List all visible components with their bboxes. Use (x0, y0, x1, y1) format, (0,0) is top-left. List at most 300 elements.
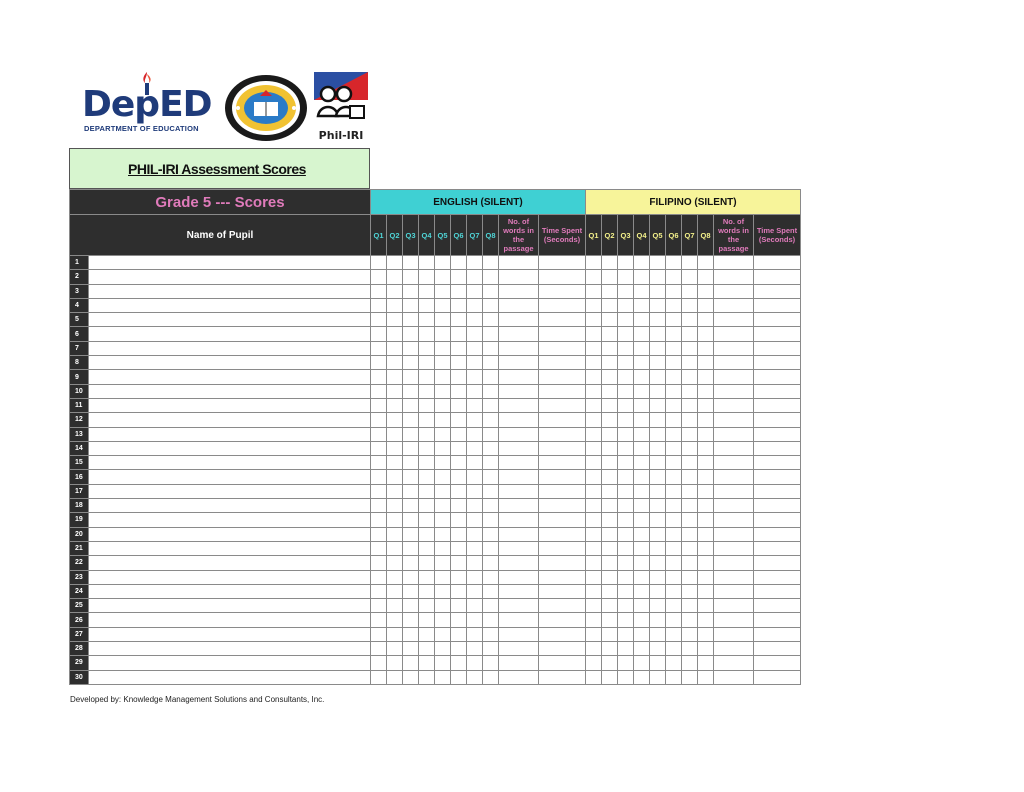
score-cell[interactable] (539, 441, 586, 455)
score-cell[interactable] (467, 284, 483, 298)
score-cell[interactable] (435, 313, 451, 327)
score-cell[interactable] (650, 470, 666, 484)
score-cell[interactable] (467, 656, 483, 670)
score-cell[interactable] (634, 298, 650, 312)
score-cell[interactable] (419, 427, 435, 441)
score-cell[interactable] (602, 527, 618, 541)
score-cell[interactable] (754, 256, 801, 270)
score-cell[interactable] (371, 413, 387, 427)
score-cell[interactable] (467, 298, 483, 312)
score-cell[interactable] (419, 313, 435, 327)
score-cell[interactable] (602, 541, 618, 555)
score-cell[interactable] (435, 413, 451, 427)
score-cell[interactable] (666, 613, 682, 627)
score-cell[interactable] (602, 499, 618, 513)
score-cell[interactable] (419, 256, 435, 270)
score-cell[interactable] (483, 384, 499, 398)
score-cell[interactable] (698, 284, 714, 298)
score-cell[interactable] (371, 370, 387, 384)
pupil-name-cell[interactable] (89, 499, 371, 513)
score-cell[interactable] (586, 456, 602, 470)
score-cell[interactable] (634, 513, 650, 527)
score-cell[interactable] (403, 427, 419, 441)
score-cell[interactable] (754, 499, 801, 513)
score-cell[interactable] (602, 384, 618, 398)
score-cell[interactable] (403, 298, 419, 312)
pupil-name-cell[interactable] (89, 627, 371, 641)
score-cell[interactable] (714, 670, 754, 684)
score-cell[interactable] (419, 456, 435, 470)
score-cell[interactable] (754, 356, 801, 370)
score-cell[interactable] (602, 570, 618, 584)
score-cell[interactable] (682, 284, 698, 298)
score-cell[interactable] (682, 613, 698, 627)
score-cell[interactable] (650, 613, 666, 627)
pupil-name-cell[interactable] (89, 256, 371, 270)
score-cell[interactable] (698, 499, 714, 513)
score-cell[interactable] (387, 556, 403, 570)
score-cell[interactable] (586, 398, 602, 412)
score-cell[interactable] (586, 370, 602, 384)
score-cell[interactable] (451, 470, 467, 484)
score-cell[interactable] (467, 584, 483, 598)
score-cell[interactable] (682, 642, 698, 656)
score-cell[interactable] (682, 327, 698, 341)
score-cell[interactable] (387, 441, 403, 455)
score-cell[interactable] (586, 670, 602, 684)
score-cell[interactable] (618, 584, 634, 598)
score-cell[interactable] (602, 584, 618, 598)
score-cell[interactable] (618, 370, 634, 384)
score-cell[interactable] (586, 413, 602, 427)
score-cell[interactable] (499, 556, 539, 570)
score-cell[interactable] (650, 327, 666, 341)
score-cell[interactable] (602, 456, 618, 470)
score-cell[interactable] (682, 384, 698, 398)
score-cell[interactable] (586, 556, 602, 570)
score-cell[interactable] (666, 413, 682, 427)
score-cell[interactable] (387, 656, 403, 670)
score-cell[interactable] (499, 327, 539, 341)
score-cell[interactable] (682, 313, 698, 327)
score-cell[interactable] (387, 270, 403, 284)
score-cell[interactable] (403, 384, 419, 398)
score-cell[interactable] (483, 584, 499, 598)
score-cell[interactable] (650, 541, 666, 555)
score-cell[interactable] (539, 570, 586, 584)
score-cell[interactable] (451, 599, 467, 613)
score-cell[interactable] (499, 427, 539, 441)
score-cell[interactable] (499, 470, 539, 484)
score-cell[interactable] (539, 298, 586, 312)
score-cell[interactable] (435, 570, 451, 584)
score-cell[interactable] (467, 499, 483, 513)
score-cell[interactable] (666, 456, 682, 470)
pupil-name-cell[interactable] (89, 441, 371, 455)
score-cell[interactable] (499, 413, 539, 427)
score-cell[interactable] (714, 327, 754, 341)
score-cell[interactable] (467, 270, 483, 284)
score-cell[interactable] (698, 613, 714, 627)
score-cell[interactable] (682, 541, 698, 555)
score-cell[interactable] (650, 599, 666, 613)
score-cell[interactable] (539, 456, 586, 470)
score-cell[interactable] (714, 413, 754, 427)
score-cell[interactable] (499, 584, 539, 598)
score-cell[interactable] (499, 441, 539, 455)
score-cell[interactable] (618, 398, 634, 412)
score-cell[interactable] (435, 256, 451, 270)
score-cell[interactable] (714, 499, 754, 513)
score-cell[interactable] (682, 656, 698, 670)
score-cell[interactable] (754, 541, 801, 555)
score-cell[interactable] (618, 384, 634, 398)
score-cell[interactable] (682, 398, 698, 412)
score-cell[interactable] (754, 513, 801, 527)
score-cell[interactable] (618, 441, 634, 455)
score-cell[interactable] (682, 298, 698, 312)
score-cell[interactable] (371, 556, 387, 570)
score-cell[interactable] (499, 541, 539, 555)
score-cell[interactable] (403, 556, 419, 570)
score-cell[interactable] (539, 556, 586, 570)
score-cell[interactable] (467, 398, 483, 412)
score-cell[interactable] (586, 327, 602, 341)
score-cell[interactable] (435, 599, 451, 613)
score-cell[interactable] (371, 499, 387, 513)
score-cell[interactable] (698, 599, 714, 613)
score-cell[interactable] (539, 313, 586, 327)
score-cell[interactable] (682, 570, 698, 584)
score-cell[interactable] (754, 656, 801, 670)
score-cell[interactable] (754, 441, 801, 455)
score-cell[interactable] (698, 298, 714, 312)
score-cell[interactable] (618, 642, 634, 656)
score-cell[interactable] (403, 327, 419, 341)
score-cell[interactable] (698, 584, 714, 598)
score-cell[interactable] (435, 456, 451, 470)
pupil-name-cell[interactable] (89, 541, 371, 555)
score-cell[interactable] (483, 670, 499, 684)
score-cell[interactable] (387, 470, 403, 484)
score-cell[interactable] (666, 642, 682, 656)
score-cell[interactable] (403, 499, 419, 513)
score-cell[interactable] (602, 413, 618, 427)
score-cell[interactable] (586, 584, 602, 598)
score-cell[interactable] (682, 599, 698, 613)
score-cell[interactable] (754, 527, 801, 541)
score-cell[interactable] (586, 656, 602, 670)
score-cell[interactable] (602, 256, 618, 270)
score-cell[interactable] (682, 356, 698, 370)
score-cell[interactable] (602, 341, 618, 355)
score-cell[interactable] (539, 670, 586, 684)
score-cell[interactable] (403, 584, 419, 598)
score-cell[interactable] (435, 398, 451, 412)
score-cell[interactable] (586, 284, 602, 298)
score-cell[interactable] (483, 327, 499, 341)
score-cell[interactable] (714, 470, 754, 484)
score-cell[interactable] (419, 413, 435, 427)
score-cell[interactable] (403, 570, 419, 584)
score-cell[interactable] (666, 313, 682, 327)
score-cell[interactable] (451, 670, 467, 684)
score-cell[interactable] (451, 513, 467, 527)
pupil-name-cell[interactable] (89, 513, 371, 527)
score-cell[interactable] (754, 484, 801, 498)
pupil-name-cell[interactable] (89, 570, 371, 584)
score-cell[interactable] (403, 527, 419, 541)
score-cell[interactable] (419, 584, 435, 598)
score-cell[interactable] (451, 499, 467, 513)
score-cell[interactable] (387, 513, 403, 527)
score-cell[interactable] (754, 413, 801, 427)
score-cell[interactable] (650, 499, 666, 513)
score-cell[interactable] (698, 484, 714, 498)
score-cell[interactable] (435, 642, 451, 656)
score-cell[interactable] (371, 656, 387, 670)
score-cell[interactable] (483, 570, 499, 584)
score-cell[interactable] (682, 670, 698, 684)
score-cell[interactable] (403, 484, 419, 498)
score-cell[interactable] (714, 527, 754, 541)
score-cell[interactable] (371, 384, 387, 398)
score-cell[interactable] (634, 341, 650, 355)
score-cell[interactable] (698, 413, 714, 427)
pupil-name-cell[interactable] (89, 613, 371, 627)
score-cell[interactable] (387, 599, 403, 613)
score-cell[interactable] (483, 656, 499, 670)
score-cell[interactable] (467, 327, 483, 341)
score-cell[interactable] (650, 398, 666, 412)
score-cell[interactable] (539, 584, 586, 598)
score-cell[interactable] (666, 627, 682, 641)
score-cell[interactable] (586, 570, 602, 584)
score-cell[interactable] (403, 398, 419, 412)
score-cell[interactable] (539, 541, 586, 555)
score-cell[interactable] (499, 670, 539, 684)
score-cell[interactable] (714, 599, 754, 613)
score-cell[interactable] (403, 513, 419, 527)
score-cell[interactable] (499, 456, 539, 470)
score-cell[interactable] (682, 256, 698, 270)
score-cell[interactable] (618, 627, 634, 641)
score-cell[interactable] (419, 327, 435, 341)
score-cell[interactable] (714, 556, 754, 570)
score-cell[interactable] (634, 270, 650, 284)
score-cell[interactable] (682, 370, 698, 384)
score-cell[interactable] (371, 513, 387, 527)
pupil-name-cell[interactable] (89, 599, 371, 613)
score-cell[interactable] (682, 470, 698, 484)
score-cell[interactable] (483, 513, 499, 527)
score-cell[interactable] (371, 341, 387, 355)
score-cell[interactable] (419, 513, 435, 527)
score-cell[interactable] (467, 427, 483, 441)
score-cell[interactable] (467, 527, 483, 541)
score-cell[interactable] (586, 541, 602, 555)
score-cell[interactable] (602, 441, 618, 455)
score-cell[interactable] (539, 627, 586, 641)
score-cell[interactable] (634, 441, 650, 455)
score-cell[interactable] (387, 370, 403, 384)
score-cell[interactable] (451, 384, 467, 398)
score-cell[interactable] (650, 642, 666, 656)
score-cell[interactable] (650, 356, 666, 370)
pupil-name-cell[interactable] (89, 470, 371, 484)
score-cell[interactable] (499, 484, 539, 498)
score-cell[interactable] (467, 256, 483, 270)
score-cell[interactable] (387, 413, 403, 427)
score-cell[interactable] (539, 470, 586, 484)
score-cell[interactable] (634, 470, 650, 484)
score-cell[interactable] (666, 341, 682, 355)
score-cell[interactable] (618, 570, 634, 584)
score-cell[interactable] (666, 484, 682, 498)
score-cell[interactable] (666, 499, 682, 513)
score-cell[interactable] (499, 527, 539, 541)
score-cell[interactable] (698, 313, 714, 327)
score-cell[interactable] (602, 484, 618, 498)
score-cell[interactable] (754, 398, 801, 412)
score-cell[interactable] (451, 456, 467, 470)
score-cell[interactable] (483, 470, 499, 484)
score-cell[interactable] (483, 441, 499, 455)
score-cell[interactable] (435, 384, 451, 398)
score-cell[interactable] (618, 599, 634, 613)
score-cell[interactable] (650, 527, 666, 541)
score-cell[interactable] (650, 256, 666, 270)
score-cell[interactable] (602, 427, 618, 441)
score-cell[interactable] (483, 398, 499, 412)
pupil-name-cell[interactable] (89, 327, 371, 341)
score-cell[interactable] (754, 613, 801, 627)
score-cell[interactable] (387, 484, 403, 498)
score-cell[interactable] (754, 642, 801, 656)
score-cell[interactable] (602, 513, 618, 527)
score-cell[interactable] (483, 613, 499, 627)
score-cell[interactable] (714, 484, 754, 498)
score-cell[interactable] (403, 270, 419, 284)
score-cell[interactable] (650, 413, 666, 427)
score-cell[interactable] (682, 456, 698, 470)
score-cell[interactable] (634, 613, 650, 627)
score-cell[interactable] (371, 527, 387, 541)
score-cell[interactable] (451, 298, 467, 312)
score-cell[interactable] (435, 556, 451, 570)
score-cell[interactable] (403, 341, 419, 355)
score-cell[interactable] (483, 527, 499, 541)
score-cell[interactable] (435, 441, 451, 455)
score-cell[interactable] (714, 270, 754, 284)
score-cell[interactable] (419, 341, 435, 355)
score-cell[interactable] (650, 513, 666, 527)
score-cell[interactable] (387, 570, 403, 584)
score-cell[interactable] (714, 642, 754, 656)
score-cell[interactable] (483, 556, 499, 570)
score-cell[interactable] (403, 313, 419, 327)
score-cell[interactable] (602, 313, 618, 327)
score-cell[interactable] (539, 599, 586, 613)
score-cell[interactable] (371, 456, 387, 470)
score-cell[interactable] (451, 527, 467, 541)
score-cell[interactable] (499, 256, 539, 270)
score-cell[interactable] (371, 470, 387, 484)
score-cell[interactable] (371, 356, 387, 370)
score-cell[interactable] (618, 270, 634, 284)
score-cell[interactable] (451, 341, 467, 355)
score-cell[interactable] (451, 642, 467, 656)
score-cell[interactable] (586, 384, 602, 398)
score-cell[interactable] (419, 541, 435, 555)
score-cell[interactable] (650, 284, 666, 298)
score-cell[interactable] (682, 556, 698, 570)
score-cell[interactable] (403, 599, 419, 613)
score-cell[interactable] (650, 484, 666, 498)
pupil-name-cell[interactable] (89, 284, 371, 298)
pupil-name-cell[interactable] (89, 370, 371, 384)
score-cell[interactable] (618, 556, 634, 570)
score-cell[interactable] (451, 413, 467, 427)
score-cell[interactable] (634, 413, 650, 427)
score-cell[interactable] (435, 341, 451, 355)
pupil-name-cell[interactable] (89, 298, 371, 312)
score-cell[interactable] (634, 541, 650, 555)
score-cell[interactable] (602, 656, 618, 670)
score-cell[interactable] (387, 642, 403, 656)
score-cell[interactable] (698, 341, 714, 355)
score-cell[interactable] (618, 327, 634, 341)
score-cell[interactable] (467, 484, 483, 498)
score-cell[interactable] (650, 384, 666, 398)
score-cell[interactable] (586, 270, 602, 284)
score-cell[interactable] (483, 456, 499, 470)
score-cell[interactable] (650, 456, 666, 470)
score-cell[interactable] (451, 584, 467, 598)
score-cell[interactable] (371, 270, 387, 284)
score-cell[interactable] (618, 527, 634, 541)
score-cell[interactable] (539, 427, 586, 441)
score-cell[interactable] (666, 470, 682, 484)
score-cell[interactable] (666, 284, 682, 298)
score-cell[interactable] (403, 356, 419, 370)
score-cell[interactable] (602, 356, 618, 370)
pupil-name-cell[interactable] (89, 356, 371, 370)
score-cell[interactable] (618, 456, 634, 470)
score-cell[interactable] (483, 370, 499, 384)
score-cell[interactable] (666, 670, 682, 684)
score-cell[interactable] (499, 313, 539, 327)
score-cell[interactable] (714, 256, 754, 270)
score-cell[interactable] (754, 570, 801, 584)
score-cell[interactable] (371, 298, 387, 312)
score-cell[interactable] (539, 270, 586, 284)
score-cell[interactable] (650, 584, 666, 598)
score-cell[interactable] (387, 341, 403, 355)
score-cell[interactable] (650, 656, 666, 670)
score-cell[interactable] (371, 613, 387, 627)
score-cell[interactable] (682, 427, 698, 441)
pupil-name-cell[interactable] (89, 527, 371, 541)
score-cell[interactable] (634, 484, 650, 498)
score-cell[interactable] (419, 656, 435, 670)
score-cell[interactable] (403, 456, 419, 470)
score-cell[interactable] (586, 599, 602, 613)
score-cell[interactable] (650, 427, 666, 441)
score-cell[interactable] (698, 441, 714, 455)
score-cell[interactable] (602, 642, 618, 656)
score-cell[interactable] (698, 427, 714, 441)
